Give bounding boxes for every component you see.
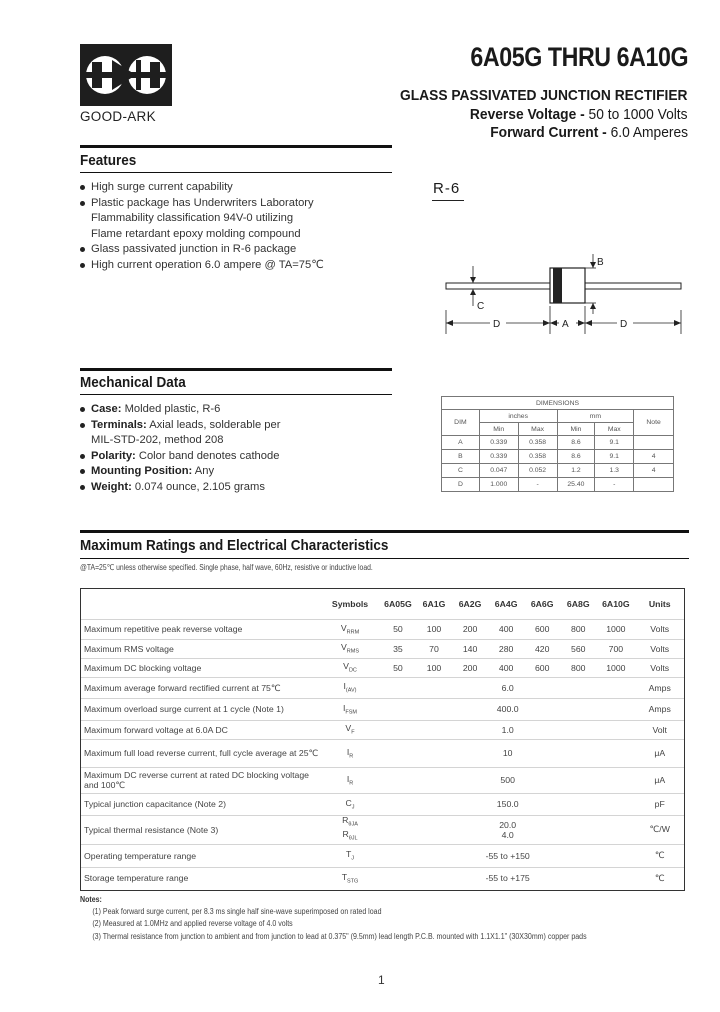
feature-item: High current operation 6.0 ampere @ TA=75℃ [79, 258, 399, 274]
rating-value: 150.0 [380, 793, 636, 815]
rating-value: 10 [380, 739, 636, 767]
feature-item: High surge current capability [79, 180, 399, 196]
page-number: 1 [378, 973, 385, 987]
rating-value: -55 to +175 [485, 873, 530, 884]
column-header: 6A2G [452, 589, 488, 619]
rating-unit: pF [635, 793, 684, 815]
dim-label-b: B [597, 257, 604, 268]
rating-value: 700 [596, 639, 635, 658]
dim-label-d-right: D [620, 319, 628, 330]
column-header: Symbols [320, 589, 380, 619]
mechanical-item: Mounting Position: Any [79, 464, 399, 480]
note-item: (2) Measured at 1.0MHz and applied reverse voltage of 4.0 volts [92, 919, 293, 929]
column-header: Units [635, 589, 684, 619]
rating-symbol: $T_{STG}$ [341, 871, 359, 885]
feature-item: Flame retardant epoxy molding compound [91, 227, 301, 240]
ratings-table [81, 589, 684, 889]
max-header: Max [595, 423, 634, 436]
column-header: 6A4G [488, 589, 524, 619]
rating-unit: Volt [635, 720, 684, 739]
rating-value: 20.0 4.0 [380, 815, 636, 844]
ratings-table-frame [80, 588, 685, 891]
rating-value: 200 [452, 619, 488, 639]
diode-logo-icon [80, 44, 172, 106]
mm-header: mm [557, 410, 634, 423]
rating-unit: ℃ [654, 872, 665, 883]
rating-value: 400 [488, 658, 524, 677]
column-header: 6A8G [560, 589, 596, 619]
column-header: 6A1G [416, 589, 452, 619]
rating-value: 70 [416, 639, 452, 658]
features-top-rule [80, 145, 392, 148]
ratings-bottom-rule [80, 558, 689, 559]
rating-value: 50 [380, 658, 416, 677]
rating-symbol: $V_{DC}$ [320, 658, 380, 677]
rating-description: Typical junction capacitance (Note 2) [81, 793, 320, 815]
rating-value: 600 [524, 658, 560, 677]
mechanical-item: Polarity: Color band denotes cathode [79, 449, 399, 465]
column-header: 6A10G [596, 589, 635, 619]
column-header: 6A05G [380, 589, 416, 619]
rating-description: Storage temperature range [84, 873, 189, 884]
rating-symbol: $T_J$ [320, 844, 380, 867]
forward-current-spec [490, 124, 688, 141]
rating-unit: ℃ [635, 844, 684, 867]
dimension-row: B 0.339 0.358 8.6 9.1 4 [442, 450, 674, 464]
rating-value: 1.0 [380, 720, 636, 739]
max-header: Max [518, 423, 557, 436]
feature-item: Flammability classification 94V-0 utilizing [91, 212, 294, 225]
mechanical-list [79, 402, 399, 496]
reverse-voltage-value: 50 to 1000 Volts [589, 106, 688, 123]
features-bottom-rule [80, 172, 392, 173]
rating-value: 35 [380, 639, 416, 658]
forward-current-label: Forward Current - [490, 124, 607, 141]
rating-value: 100 [416, 619, 452, 639]
rating-row [81, 767, 684, 793]
rating-value: 140 [452, 639, 488, 658]
rating-description: Maximum DC reverse current at rated DC blocking voltage and 100℃ [81, 767, 320, 793]
dim-header: DIM [442, 410, 480, 436]
rating-symbol: $V_F$ [320, 720, 380, 739]
rating-value: 100 [416, 658, 452, 677]
rating-value: 560 [560, 639, 596, 658]
rating-row [81, 677, 684, 698]
feature-item: Plastic package has Underwriters Laboratory [79, 196, 399, 212]
rating-symbol: $I_{FSM}$ [320, 698, 380, 720]
ratings-header-row [81, 589, 684, 619]
rating-description: Maximum DC blocking voltage [81, 658, 320, 677]
rating-value: 400.0 [380, 698, 636, 720]
rating-symbol: $I_R$ [320, 767, 380, 793]
rating-value: -55 to +150 [380, 844, 636, 867]
rating-description: Maximum full load reverse current, full cycle average at 25℃ [81, 739, 320, 767]
notes-title: Notes: [80, 895, 102, 904]
rating-value: 600 [524, 619, 560, 639]
rating-value: 500 [380, 767, 636, 793]
rating-value: 1000 [596, 658, 635, 677]
mechanical-top-rule [80, 368, 392, 371]
dim-label-a: A [562, 319, 569, 330]
product-subtitle: GLASS PASSIVATED JUNCTION RECTIFIER [400, 87, 688, 104]
min-header: Min [479, 423, 518, 436]
dimension-row: A 0.339 0.358 8.6 9.1 [442, 436, 674, 450]
reverse-voltage-label: Reverse Voltage - [470, 106, 586, 123]
rating-value: 420 [524, 639, 560, 658]
rating-row [81, 639, 684, 658]
rating-unit: Amps [635, 698, 684, 720]
forward-current-value: 6.0 Amperes [610, 124, 688, 141]
rating-row [81, 739, 684, 767]
dimensions-title: DIMENSIONS [442, 397, 674, 410]
rating-description: Maximum overload surge current at 1 cycle (Note 1) [81, 698, 320, 720]
rating-value: 280 [488, 639, 524, 658]
brand-name: GOOD-ARK [80, 109, 156, 124]
dimensions-table [441, 396, 674, 492]
rating-symbol: $R_{\theta JA}$ $R_{\theta JL}$ [320, 815, 380, 844]
mechanical-bottom-rule [80, 394, 392, 395]
ratings-conditions-note: @TA=25℃ unless otherwise specified. Single phase, half wave, 60Hz, resistive or inductive load. [80, 563, 373, 572]
rating-symbol: $I_R$ [320, 739, 380, 767]
rating-value: 200 [452, 658, 488, 677]
rating-unit: ℃/W [635, 815, 684, 844]
rating-symbol: $V_{RMS}$ [320, 639, 380, 658]
rating-unit: Volts [635, 639, 684, 658]
features-list [79, 180, 399, 274]
package-label: R-6 [433, 180, 461, 197]
rating-description: Maximum average forward rectified current at 75℃ [81, 677, 320, 698]
rating-row [81, 867, 684, 889]
part-range-title: 6A05G THRU 6A10G [470, 42, 688, 72]
mechanical-item: Case: Molded plastic, R-6 [79, 402, 399, 418]
mechanical-item: Weight: 0.074 ounce, 2.105 grams [79, 480, 399, 496]
package-outline-drawing [440, 248, 685, 338]
rating-unit: μA [635, 739, 684, 767]
rating-value: 800 [560, 658, 596, 677]
rating-value: 6.0 [380, 677, 636, 698]
rating-row [81, 698, 684, 720]
rating-value: 800 [560, 619, 596, 639]
reverse-voltage-spec [470, 106, 688, 123]
rating-description: Typical thermal resistance (Note 3) [81, 815, 320, 844]
note-item: (1) Peak forward surge current, per 8.3 ms single half sine-wave superimposed on rated load [92, 907, 382, 917]
mechanical-item: Terminals: Axial leads, solderable per [79, 418, 399, 434]
rating-unit: Volts [635, 619, 684, 639]
rating-value: 1000 [596, 619, 635, 639]
dim-label-d-left: D [493, 319, 501, 330]
rating-row [81, 619, 684, 639]
rating-symbol: $I_{(AV)}$ [320, 677, 380, 698]
ratings-heading: Maximum Ratings and Electrical Characteristics [80, 537, 389, 554]
package-label-underline [432, 200, 464, 201]
rating-row [81, 720, 684, 739]
mechanical-item: MIL-STD-202, method 208 [91, 434, 224, 447]
rating-row [81, 793, 684, 815]
rating-row [81, 844, 684, 867]
notes-block [80, 894, 678, 943]
dim-label-c: C [477, 301, 485, 312]
rating-value: 50 [380, 619, 416, 639]
note-item: (3) Thermal resistance from junction to ambient and from junction to lead at 0.375" (9.5mm) lead length P.C.B. mounted with 1.1X1.1" (30X30mm) copper pads [92, 931, 587, 941]
rating-unit: μA [635, 767, 684, 793]
rating-description: Maximum RMS voltage [81, 639, 320, 658]
rating-description: Maximum forward voltage at 6.0A DC [81, 720, 320, 739]
ratings-top-rule [80, 530, 689, 533]
rating-value: 400 [488, 619, 524, 639]
mechanical-heading: Mechanical Data [80, 374, 186, 391]
note-header: Note [634, 410, 674, 436]
min-header: Min [557, 423, 595, 436]
feature-item: Glass passivated junction in R-6 package [79, 242, 399, 258]
column-header: 6A6G [524, 589, 560, 619]
rating-description: Maximum repetitive peak reverse voltage [81, 619, 320, 639]
inches-header: inches [479, 410, 557, 423]
dimension-row: D 1.000 - 25.40 - [442, 478, 674, 492]
rating-row [81, 658, 684, 677]
dimension-row: C 0.047 0.052 1.2 1.3 4 [442, 464, 674, 478]
rating-symbol: $V_{RRM}$ [320, 619, 380, 639]
rating-symbol: $C_J$ [320, 793, 380, 815]
rating-unit: Amps [635, 677, 684, 698]
rating-unit: Volts [635, 658, 684, 677]
features-heading: Features [80, 152, 137, 169]
good-ark-logo [80, 44, 172, 106]
header-blank-cell [81, 589, 320, 619]
rating-row [81, 815, 684, 844]
rating-description: Operating temperature range [81, 844, 320, 867]
